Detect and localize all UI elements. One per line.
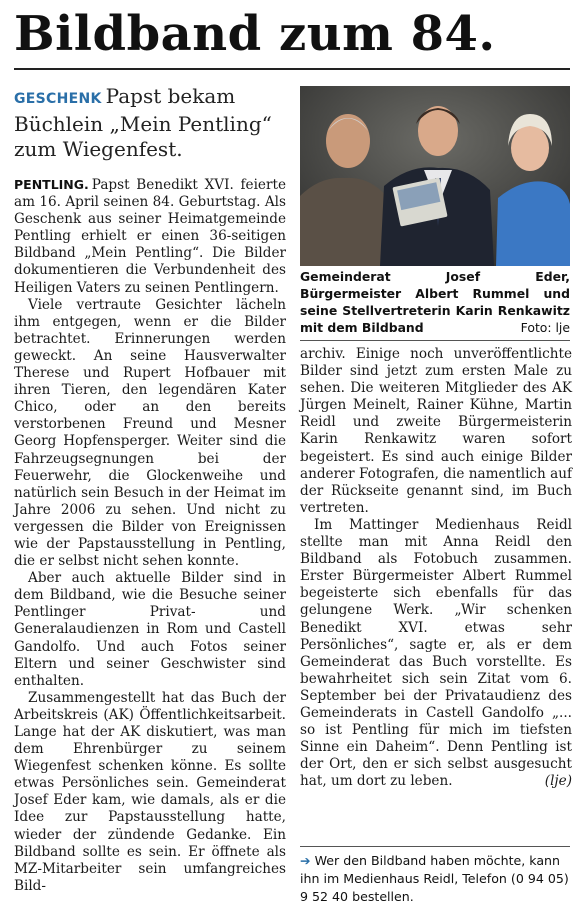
paragraph-1 — [14, 176, 286, 297]
caption-rule — [300, 340, 570, 341]
kicker-tag: GESCHENK — [14, 91, 102, 107]
kicker — [14, 84, 286, 162]
paragraph-2: Viele vertraute Gesichter lächeln ihm entgegen, wenn er die Bilder betrachtet. Erinnerungen werden geweckt. An seine Hausverwalter Therese und Rupert Hofbauer mit ihren Tieren, den legendären Kater Chico, oder an den bereits verstorbenen Freund und Mesner Georg Hopfensperger. Weiter sind die Fahrzeugsegnungen bei der Feuerwehr, die Glockenweihe und natürlich sein Besuch in der Heimat im Jahre 2006 zu sehen. Und nicht zu vergessen die Bilder von Ereignissen wie der Papstausstellung in Pentling, die er selbst nicht sehen konnte. — [14, 296, 286, 570]
headline: Bildband zum 84. — [14, 6, 496, 62]
arrow-icon: ➔ — [300, 853, 311, 868]
paragraph-5: archiv. Einige noch unveröffentlichte Bilder sind jetzt zum ersten Male zu sehen. Die weiteren Mitglieder des AK Jürgen Meinelt, Rainer Kühne, Martin Reidl und zweite Bürgermeisterin Karin Renkawitz waren sofort begeistert. Es sind auch einige Bilder anderer Fotografen, die namentlich auf der Rückseite genannt sind, im Buch vertreten. — [300, 346, 572, 516]
photo-caption — [300, 268, 570, 336]
info-text: Wer den Bildband haben möchte, kann ihn im Medienhaus Reidl, Telefon (0 94 05) 9 52 40 bestellen. — [300, 853, 569, 904]
paragraph-3: Aber auch aktuelle Bilder sind in dem Bildband, wie die Besuche seiner Pentlinger Privat- und Generalaudienzen in Rom und Castell Gandolfo. Und auch Fotos seiner Eltern und seiner Geschwister sind enthalten. — [14, 570, 286, 689]
paragraph-6-text: Im Mattinger Medienhaus Reidl stellte man mit Anna Reidl den Bildband als Fotobuch zusammen. Erster Bürgermeister Albert Rummel begeisterte sich ebenfalls für das gelungene Werk. „Wir schenken Benedikt XVI. etwas sehr Persönliches“, sagte er, als er dem Gemeinderat das Buch vorstellte. Es bewahrheitet sich sein Zitat vom 6. September bei der Privataudienz des Gemeinderats in Castell Gandolfo „... so ist Pentling für mich im tiefsten Sinne ein Daheim“. Denn Pentling ist der Ort, den er sich selbst ausgesucht hat, um dort zu leben. — [300, 516, 572, 790]
column-2 — [300, 346, 572, 790]
info-rule — [300, 846, 570, 847]
paragraph-6 — [300, 517, 572, 791]
author-initials: (lje) — [544, 773, 572, 790]
photo-credit: Foto: lje — [520, 320, 570, 335]
dateline: PENTLING. — [14, 177, 89, 192]
column-1 — [14, 176, 286, 895]
info-box — [300, 852, 572, 906]
paragraph-4: Zusammengestellt hat das Buch der Arbeitskreis (AK) Öffentlichkeitsarbeit. Lange hat der AK diskutiert, was man dem Ehrenbürger zu seinem Wiegenfest schenken könne. Es sollte etwas Persönliches sein. Gemeinderat Josef Eder kam, wie damals, als er die Idee zur Papstausstellung hatte, wieder der zündende Gedanke. Ein Bildband sollte es sein. Er öffnete als MZ-Mitarbeiter sein umfangreiches Bild- — [14, 689, 286, 894]
caption-text: Gemeinderat Josef Eder, Bürgermeister Albert Rummel und seine Stellvertreterin Karin Renkawitz mit dem Bildband — [300, 269, 570, 335]
photo — [300, 86, 570, 266]
photo-image — [300, 86, 570, 266]
kicker-text: Papst bekam Büchlein „Mein Pentling“ zum Wiegenfest. — [14, 84, 272, 161]
headline-rule — [14, 68, 570, 70]
paragraph-1-text: Papst Benedikt XVI. feierte am 16. April seinen 84. Geburtstag. Als Geschenk aus seiner Heimatgemeinde Pentling erhielt er einen 36-seitigen Bildband „Mein Pentling“. Die Bilder dokumentieren die Verbundenheit des Heiligen Vaters zu seinen Pentlingern. — [14, 177, 286, 296]
